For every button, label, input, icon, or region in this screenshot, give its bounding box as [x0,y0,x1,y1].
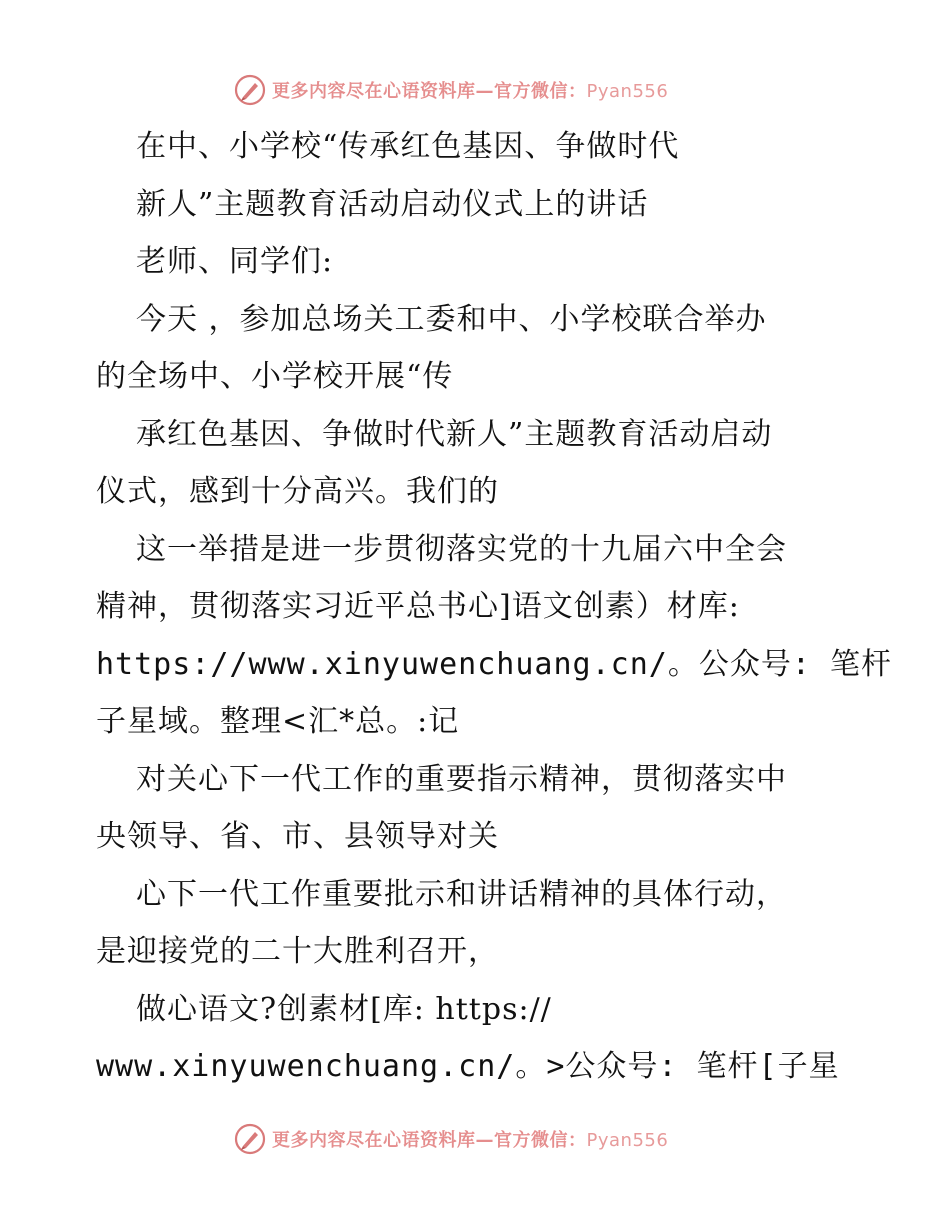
paragraph-line: 是迎接党的二十大胜利召开， [96,934,499,969]
paragraph-line: 仪式，感到十分高兴。我们的 [96,474,499,509]
paragraph-line: 央领导、省、市、县领导对关 [96,819,499,854]
title-line-1: 在中、小学校“传承红色基因、争做时代 [136,129,680,164]
paragraph-line: 子星域。整理<汇*总。:记 [96,704,460,739]
salutation: 老师、同学们: [136,244,334,279]
banner-wechat-id: Pyan556 [586,81,669,102]
banner-slogan: 更多内容尽在心语资料库—官方微信： [272,1130,587,1151]
paragraph-line: 精神，贯彻落实习近平总书心]语文创素）材库: [96,589,740,624]
paragraph-line: 这一举措是进一步贯彻落实党的十九届六中全会 [136,531,787,567]
paragraph-line: https://www.xinyuwenchuang.cn/。公众号: 笔杆 [96,646,892,682]
quill-pen-logo-icon [234,1123,266,1155]
document-body [96,118,892,1096]
footer-banner [234,1122,668,1156]
paragraph-line: 承红色基因、争做时代新人”主题教育活动启动 [136,416,773,452]
banner-text [272,1126,668,1152]
paragraph-line: 的全场中、小学校开展“传 [96,359,454,394]
paragraph-line: 对关心下一代工作的重要指示精神，贯彻落实中 [136,761,787,797]
banner-wechat-id: Pyan556 [586,1130,669,1151]
paragraph-line: www.xinyuwenchuang.cn/。>公众号: 笔杆[子星 [96,1049,840,1084]
banner-text [272,77,668,103]
title-line-2: 新人”主题教育活动启动仪式上的讲话 [136,186,649,222]
paragraph-line: 做心语文?创素材[库: https:// [136,991,552,1027]
banner-slogan: 更多内容尽在心语资料库—官方微信： [272,81,587,102]
header-banner [234,73,668,107]
paragraph-line: 心下一代工作重要批示和讲话精神的具体行动， [136,876,787,912]
quill-pen-logo-icon [234,74,266,106]
paragraph-line: 今天 ，参加总场关工委和中、小学校联合举办 [136,301,767,337]
